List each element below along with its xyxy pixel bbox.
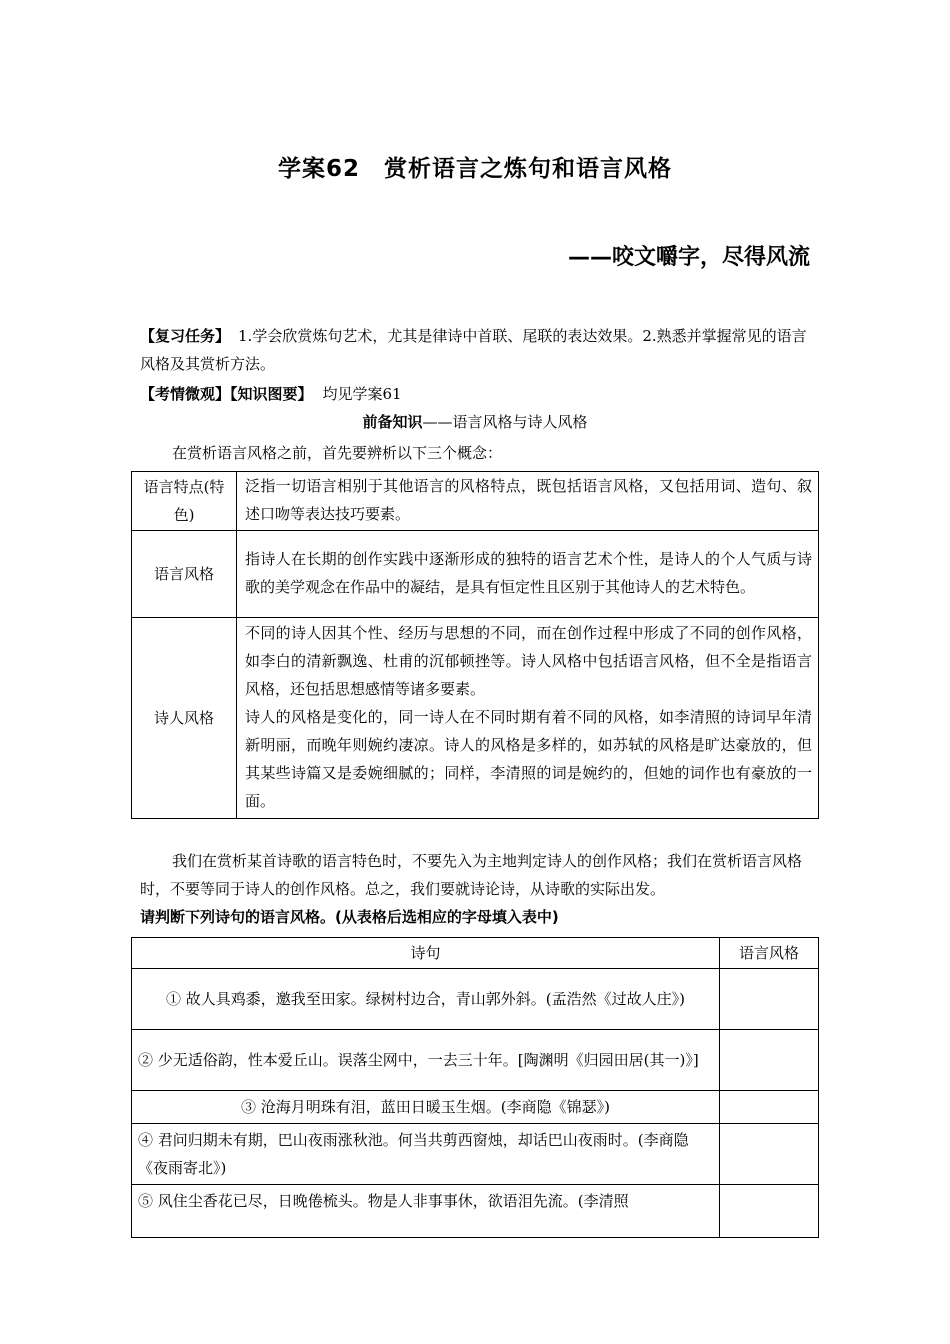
style-answer-cell[interactable] (720, 1124, 819, 1185)
table-row (132, 531, 819, 618)
concept-term: 语言风格 (132, 531, 237, 618)
review-task (140, 322, 815, 378)
concept-table (131, 471, 819, 819)
task-instruction: 请判断下列诗句的语言风格。(从表格后选相应的字母填入表中) (140, 908, 559, 926)
poem-cell: ③ 沧海月明珠有泪，蓝田日暖玉生烟。(李商隐《锦瑟》) (132, 1091, 720, 1124)
poem-cell: ② 少无适俗韵，性本爱丘山。误落尘网中，一去三十年。[陶渊明《归园田居(其一)》] (132, 1030, 720, 1091)
table-row (132, 618, 819, 819)
definition-paragraph: 指诗人在长期的创作实践中逐渐形成的独特的语言艺术个性，是诗人的个人气质与诗歌的美学观念在作品中的凝结，是具有恒定性且区别于其他诗人的艺术特色。 (245, 550, 812, 596)
table-row (132, 1091, 819, 1124)
exam-info (140, 380, 815, 408)
poem-cell: ④ 君问归期未有期，巴山夜雨涨秋池。何当共剪西窗烛，却话巴山夜雨时。(李商隐《夜雨寄北》) (132, 1124, 720, 1185)
poem-cell: ① 故人具鸡黍，邀我至田家。绿树村边合，青山郭外斜。(孟浩然《过故人庄》) (132, 969, 720, 1030)
prep-intro: 在赏析语言风格之前，首先要辨析以下三个概念： (172, 444, 503, 462)
concept-term: 语言特点(特色) (132, 472, 237, 531)
table-row (132, 472, 819, 531)
poem-cell: ⑤ 风住尘香花已尽，日晚倦梳头。物是人非事事休，欲语泪先流。(李清照 (132, 1185, 720, 1238)
summary-paragraph: 我们在赏析某首诗歌的语言特色时，不要先入为主地判定诗人的创作风格；我们在赏析语言风格时，不要等同于诗人的创作风格。总之，我们要就诗论诗，从诗歌的实际出发。 (140, 852, 803, 898)
header-style: 语言风格 (720, 938, 819, 969)
definition-paragraph: 泛指一切语言相别于其他语言的风格特点，既包括语言风格，又包括用词、造句、叙述口吻等表达技巧要素。 (245, 477, 812, 523)
table-row (132, 1124, 819, 1185)
definition-paragraph: 不同的诗人因其个性、经历与思想的不同，而在创作过程中形成了不同的创作风格，如李白的清新飘逸、杜甫的沉郁顿挫等。诗人风格中包括语言风格，但不全是指语言风格，还包括思想感情等诸多要素。 (245, 624, 812, 698)
page-title: 学案62 赏析语言之炼句和语言风格 (277, 156, 672, 182)
concept-definition (237, 531, 819, 618)
prep-heading (0, 411, 950, 432)
definition-paragraph: 诗人的风格是变化的，同一诗人在不同时期有着不同的风格，如李清照的诗词早年清新明丽，而晚年则婉约凄凉。诗人的风格是多样的，如苏轼的风格是旷达豪放的，但其某些诗篇又是委婉细腻的；同样，李清照的词是婉约的，但她的词作也有豪放的一面。 (245, 708, 812, 810)
style-answer-cell[interactable] (720, 1091, 819, 1124)
exam-label: 【考情微观】【知识图要】 (140, 385, 313, 403)
page-subtitle: ——咬文嚼字，尽得风流 (567, 245, 810, 270)
exam-text: 均见学案61 (322, 385, 402, 403)
style-answer-cell[interactable] (720, 969, 819, 1030)
poem-table (131, 937, 819, 1238)
concept-definition (237, 472, 819, 531)
table-header-row (132, 938, 819, 969)
table-row (132, 1030, 819, 1091)
style-answer-cell[interactable] (720, 1030, 819, 1091)
review-text: 1.学会欣赏炼句艺术，尤其是律诗中首联、尾联的表达效果。2.熟悉并掌握常见的语言风格及其赏析方法。 (140, 327, 807, 373)
review-label: 【复习任务】 (140, 327, 231, 345)
prep-heading-bold: 前备知识 (362, 413, 423, 431)
header-poem: 诗句 (132, 938, 720, 969)
concept-definition (237, 618, 819, 819)
table-row (132, 1185, 819, 1238)
concept-term: 诗人风格 (132, 618, 237, 819)
style-answer-cell[interactable] (720, 1185, 819, 1238)
prep-heading-rest: ——语言风格与诗人风格 (422, 413, 588, 431)
table-row (132, 969, 819, 1030)
